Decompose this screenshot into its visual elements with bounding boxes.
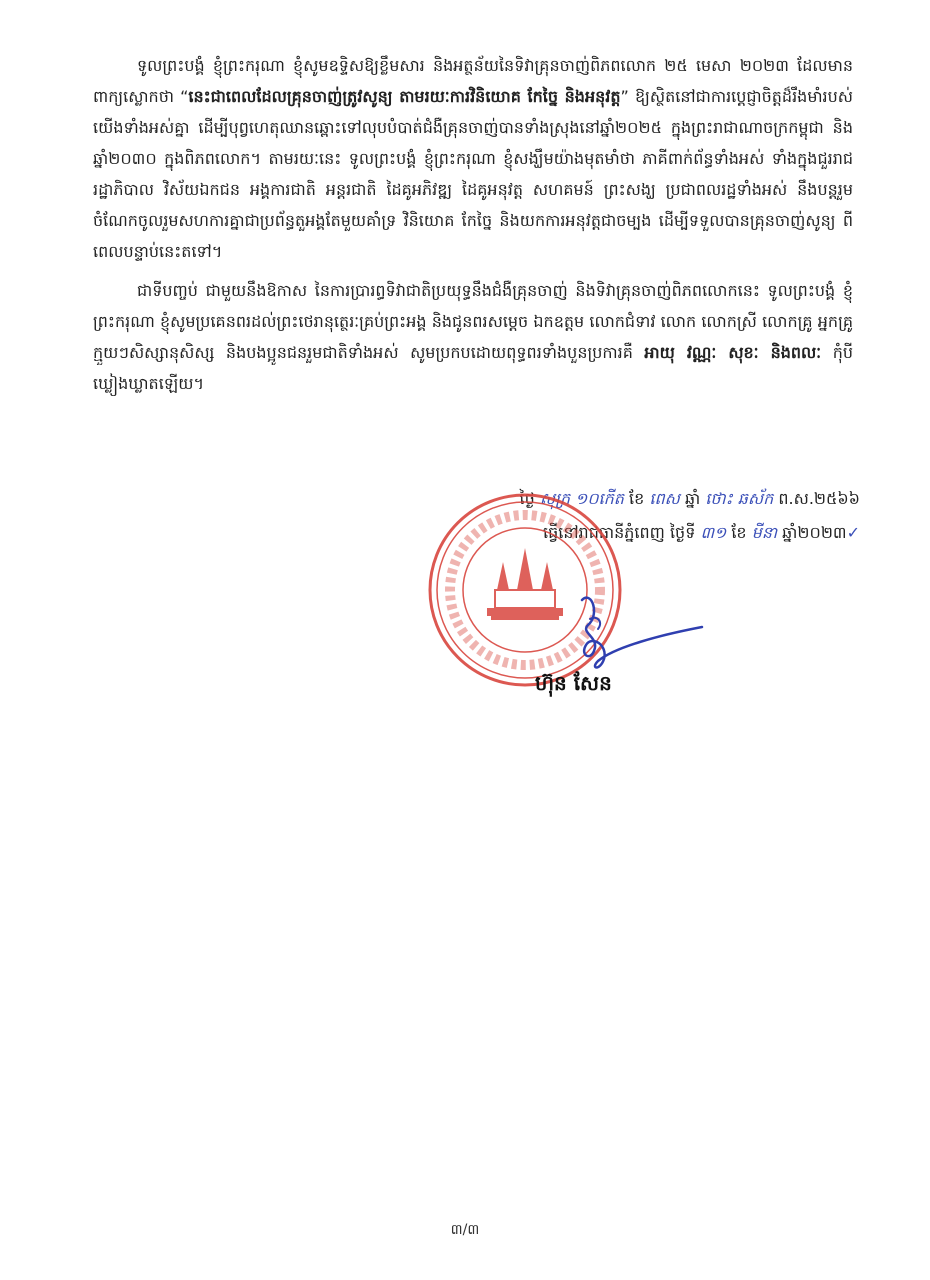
paragraph-2 xyxy=(93,275,853,399)
paragraph-1 xyxy=(93,50,853,267)
signer-name: ហ៊ុន សែន xyxy=(535,671,612,695)
paragraph-2-part1: ជាទីបញ្ចប់ ជាមួយនឹងឱកាស នៃការប្រារព្ធទិវាជាតិប្រយុទ្ធនឹងជំងឺគ្រុនចាញ់ និងទិវាគ្រុនចាញ់ពិភពលោកនេះ ទូលព្រះបង្គំ ខ្ញុំព្រះករុណា ខ្ញុំសូមប្រគេនពរដល់ព្រះថេរានុត្ថេរៈគ្រប់ព្រះអង្គ និងជូនពរសម្ដេច ឯកឧត្តម លោកជំទាវ លោក លោកស្រី លោកគ្រូ អ្នកគ្រូ ក្មួយៗសិស្សានុសិស្ស និងបងប្អូនជនរួមជាតិទាំងអស់ សូមប្រកបដោយពុទ្ធពរទាំងបួនប្រការគឺ xyxy=(93,281,853,362)
month-label: ខែ xyxy=(629,489,645,508)
lunar-month: ពេស xyxy=(649,489,680,508)
day-label: ថ្ងៃ xyxy=(519,489,535,508)
lunar-day: សុក្រ ១០កើត xyxy=(539,489,624,508)
paragraph-2-part2: កុំបីឃ្លៀងឃ្លាតឡើយ។ xyxy=(93,343,854,393)
checkmark-icon: ✓ xyxy=(846,523,860,542)
solar-month-label: ខែ xyxy=(731,523,747,542)
year-label: ឆ្នាំ xyxy=(684,489,701,508)
slogan-text: នេះជាពេលដែលគ្រុនចាញ់ត្រូវសូន្យ តាមរយៈការវិនិយោគ កែច្នៃ និងអនុវត្ត xyxy=(188,87,621,106)
solar-day: ៣១ xyxy=(700,523,727,542)
buddhist-era: ព.ស.២៥៦៦ xyxy=(778,489,860,508)
solar-month: មីនា xyxy=(751,523,778,542)
blessings-text: អាយុ វណ្ណៈ សុខៈ និងពលៈ xyxy=(644,343,822,362)
paragraph-1-part2: ” ឱ្យស្ថិតនៅជាការប្ដេជ្ញាចិត្តដ៏រឹងមាំរបស់យើងទាំងអស់គ្នា ដើម្បីបុព្វហេតុឈានឆ្ពោះទៅលុបបំបាត់ជំងឺគ្រុនចាញ់បានទាំងស្រុងនៅឆ្នាំ២០២៥ ក្នុងព្រះរាជាណាចក្រកម្ពុជា និងឆ្នាំ២០៣០ ក្នុងពិភពលោក។ តាមរយៈនេះ ទូលព្រះបង្គំ ខ្ញុំព្រះករុណា ខ្ញុំសង្ឃឹមយ៉ាងមុតមាំថា ភាគីពាក់ព័ន្ធទាំងអស់ ទាំងក្នុងជួររាជរដ្ឋាភិបាល វិស័យឯកជន អង្គការជាតិ អន្តរជាតិ ដៃគូអភិវឌ្ឍ ដៃគូអនុវត្ត សហគមន៍ ព្រះសង្ឃ ប្រជាពលរដ្ឋទាំងអស់ នឹងបន្តរួមចំណែកចូលរួមសហការគ្នាជាប្រព័ន្ធតួអង្គតែមួយគាំទ្រ វិនិយោគ កែច្នៃ និងយកការអនុវត្តជាចម្បង ដើម្បីទទួលបានគ្រុនចាញ់សូន្យ ពីពេលបន្ទាប់នេះតទៅ។ xyxy=(93,87,854,261)
solar-year: ឆ្នាំ២០២៣ xyxy=(782,523,847,542)
paragraph-1-part1: ទូលព្រះបង្គំ ខ្ញុំព្រះករុណា ខ្ញុំសូមឧទ្ទិសឱ្យខ្លឹមសារ និងអត្ថន័យនៃទិវាគ្រុនចាញ់ពិភពលោក ២៥ មេសា ២០២៣ ដែលមានពាក្យស្លោកថា “ xyxy=(93,56,853,106)
lunar-year: ថោះ ឆស័ក xyxy=(705,489,774,508)
letter-body xyxy=(93,50,853,407)
page-number: ៣/៣ xyxy=(450,1222,480,1238)
place-prefix: ធ្វើនៅរាជធានីភ្នំពេញ ថ្ងៃទី xyxy=(543,523,696,542)
